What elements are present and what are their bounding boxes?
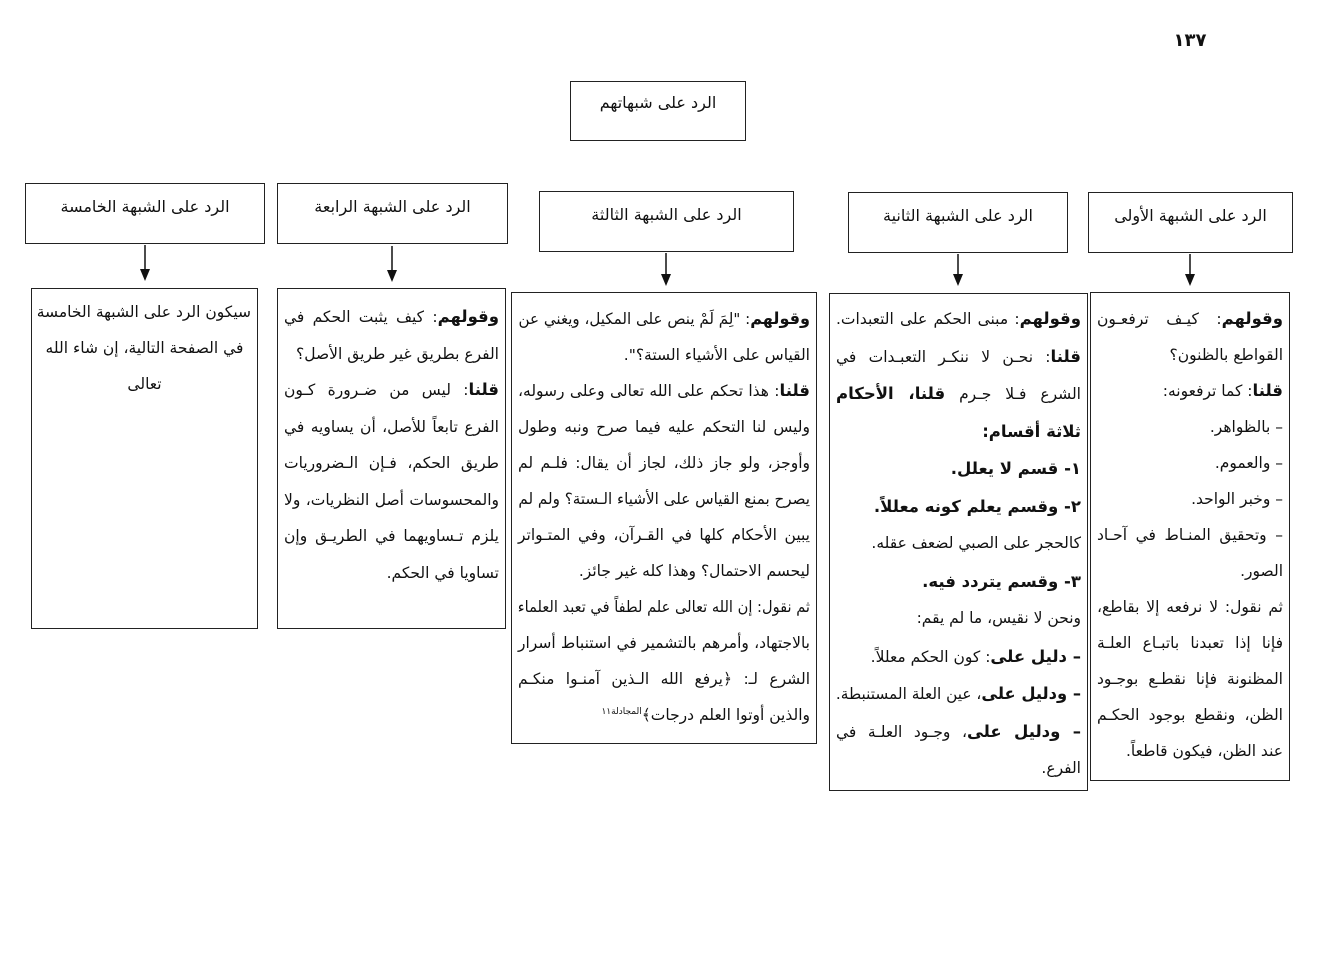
line (38, 366, 251, 402)
line (836, 525, 1081, 563)
heading-label: الرد على الشبهة الثالثة (591, 205, 742, 224)
line (836, 338, 1081, 376)
line (518, 409, 810, 445)
text: : "لِمَ لَمْ ينص على المكيل، ويغني عن (518, 310, 751, 328)
text: تساويا في الحكم. (386, 563, 499, 582)
arrow-second (953, 254, 963, 286)
heading-label: الرد على الشبهة الأولى (1114, 206, 1267, 225)
heading-label: الرد على الشبهة الرابعة (314, 197, 471, 216)
line (836, 750, 1081, 788)
text: ليحسم الاحتمال؟ وهذا كله غير جائز. (578, 562, 810, 580)
answer-first-doubt (1090, 292, 1290, 781)
line (1097, 553, 1283, 589)
text: الفرع. (1041, 759, 1081, 777)
line (518, 301, 810, 337)
line (518, 625, 810, 661)
keyword: وقولهم (750, 309, 810, 328)
text: فإنا إذا تعبدنا باتبـاع العلـة (1097, 634, 1283, 652)
keyword: قلنا (468, 380, 499, 399)
text: يصرح بمنع القياس على الأشياء الـستة؟ ولم لم (518, 490, 810, 508)
text: : كما ترفعونه: (1162, 382, 1253, 400)
line (38, 330, 251, 366)
line (836, 300, 1081, 338)
text: : مبنى الحكم على التعبدات. (836, 310, 1020, 328)
heading-fourth-doubt (277, 183, 508, 244)
keyword: – دليل على (990, 646, 1081, 666)
text: الفرع تابعاً للأصل، أن يساويه في (284, 417, 499, 436)
line (836, 375, 1081, 413)
text: سيكون الرد على الشبهة الخامسة (36, 303, 251, 321)
arrow-third (661, 253, 671, 286)
text: الظن، ونقطع بوجود الحكـم (1097, 706, 1283, 724)
text: عند الظن، فيكون قاطعاً. (1125, 742, 1283, 760)
text: – بالظواهر. (1209, 418, 1283, 436)
text: المظنونة فإنا نقطـع بوجـود (1097, 670, 1283, 688)
keyword: وقولهم (437, 307, 499, 326)
line (1097, 589, 1283, 625)
line (1097, 301, 1283, 337)
line (835, 675, 1081, 713)
line (284, 299, 499, 336)
text: بالاجتهاد، وأمرهم بالتشمير في استنباط أسرار (518, 634, 810, 652)
text: ثم نقول: إن الله تعالى علم لطفاً في تعبد العلماء (517, 598, 810, 616)
keyword: وقولهم (1221, 309, 1283, 328)
keyword: ثلاثة أقسام: (982, 421, 1081, 441)
page-number: ١٣٧ (1173, 30, 1207, 51)
line (284, 336, 499, 373)
text: كالحجر على الصبي لضعف عقله. (871, 534, 1081, 552)
text: : كيـف ترفعـون (1097, 310, 1222, 328)
keyword: – ودليل على (981, 684, 1081, 703)
line (518, 481, 810, 517)
line (836, 638, 1081, 676)
line (284, 482, 499, 519)
line (836, 600, 1081, 638)
text: يبين الأحكام كلها في القـرآن، وفي المتـواتر (518, 526, 810, 544)
heading-fifth-doubt (25, 183, 265, 244)
line (1097, 733, 1283, 769)
text: تعالى (127, 375, 162, 393)
keyword: قلنا، الأحكام (836, 384, 946, 403)
line (38, 294, 251, 330)
line (518, 373, 810, 409)
text: : كون الحكم معللاً. (870, 647, 991, 666)
line (1097, 625, 1283, 661)
arrow-first (1185, 254, 1195, 286)
text: القياس على الأشياء الستة؟". (623, 346, 810, 364)
keyword: – ودليل على (966, 721, 1081, 741)
line (1097, 445, 1283, 481)
line (1097, 409, 1283, 445)
line (517, 589, 810, 625)
line (518, 661, 810, 697)
text: طريق الحكم، فـإن الـضروريات (284, 454, 499, 472)
text: ، عين العلة المستنبطة. (835, 685, 982, 703)
heading-label: الرد على الشبهة الثانية (883, 206, 1033, 225)
line (284, 372, 499, 409)
text: – والعموم. (1214, 454, 1283, 472)
line (836, 563, 1081, 601)
text: الشرع فـلا جـرم (945, 385, 1081, 403)
line (518, 337, 810, 373)
line (836, 450, 1081, 488)
answer-second-doubt (829, 293, 1088, 791)
heading-label: الرد على الشبهة الخامسة (60, 197, 230, 216)
line (836, 488, 1081, 526)
line (1097, 661, 1283, 697)
line (1097, 517, 1283, 553)
answer-third-doubt (511, 292, 817, 744)
arrow-fifth (140, 245, 150, 281)
heading-first-doubt (1088, 192, 1293, 253)
keyword: قلنا (1050, 346, 1081, 366)
answer-fourth-doubt (277, 288, 506, 629)
text: والذين أوتوا العلم درجات﴾ (641, 706, 810, 724)
line (1097, 697, 1283, 733)
text: – وتحقيق المنـاط في آحـاد (1097, 526, 1283, 544)
keyword: وقولهم (1019, 309, 1081, 328)
text: الفرع بطريق غير طريق الأصل؟ (296, 344, 499, 363)
text: : نحـن لا ننكـر التعبـدات في (836, 347, 1051, 366)
text: والمحسوسات أصل النظريات، ولا (284, 490, 499, 509)
text: : كيف يثبت الحكم في (284, 308, 438, 326)
text: ونحن لا نقيس، ما لم يقم: (916, 609, 1081, 627)
keyword: ١- قسم لا يعلل. (950, 459, 1081, 478)
text: في الصفحة التالية، إن شاء الله (45, 339, 244, 357)
line (1097, 481, 1283, 517)
text: يلزم تـساويهما في الطريـق وإن (284, 527, 499, 545)
line (518, 445, 810, 481)
text: : هذا تحكم على الله تعالى وعلى رسوله، (518, 382, 780, 400)
text: الشرع لـ: ﴿يرفع الله الـذين آمنـوا منكـم (518, 670, 810, 688)
line (284, 555, 499, 592)
heading-second-doubt (848, 192, 1068, 253)
text: ثم نقول: لا نرفعه إلا بقاطع، (1097, 598, 1283, 616)
root-node (570, 81, 746, 141)
line (518, 553, 810, 589)
text: : ليس من ضـرورة كـون (284, 381, 469, 399)
line (284, 409, 499, 446)
text: وليس لنا التحكم عليه فيما صرح ونبه وطول (518, 418, 810, 436)
line (518, 517, 810, 553)
text: ، وجـود العلـة في (836, 722, 967, 741)
line (836, 413, 1081, 451)
answer-fifth-doubt (31, 288, 258, 629)
text: وأوجز، ولو جاز ذلك، لجاز أن يقال: فلـم لم (518, 454, 810, 472)
keyword: قلنا (1252, 381, 1283, 400)
text: – وخبر الواحد. (1191, 490, 1283, 508)
line (1097, 373, 1283, 409)
keyword: قلنا (779, 381, 810, 400)
line (1097, 337, 1283, 373)
line (836, 713, 1081, 751)
root-title: الرد على شبهاتهم (599, 93, 717, 112)
keyword: ٢- وقسم يعلم كونه معللاً. (873, 496, 1081, 516)
heading-third-doubt (539, 191, 794, 252)
line (284, 518, 499, 555)
keyword: ٣- وقسم يتردد فيه. (922, 571, 1081, 591)
line (284, 445, 499, 482)
text: القواطع بالظنون؟ (1169, 346, 1283, 364)
text: الصور. (1240, 562, 1283, 580)
line (518, 697, 810, 733)
citation-reference: المجادلة١١ (601, 706, 642, 717)
arrow-fourth (387, 246, 397, 282)
